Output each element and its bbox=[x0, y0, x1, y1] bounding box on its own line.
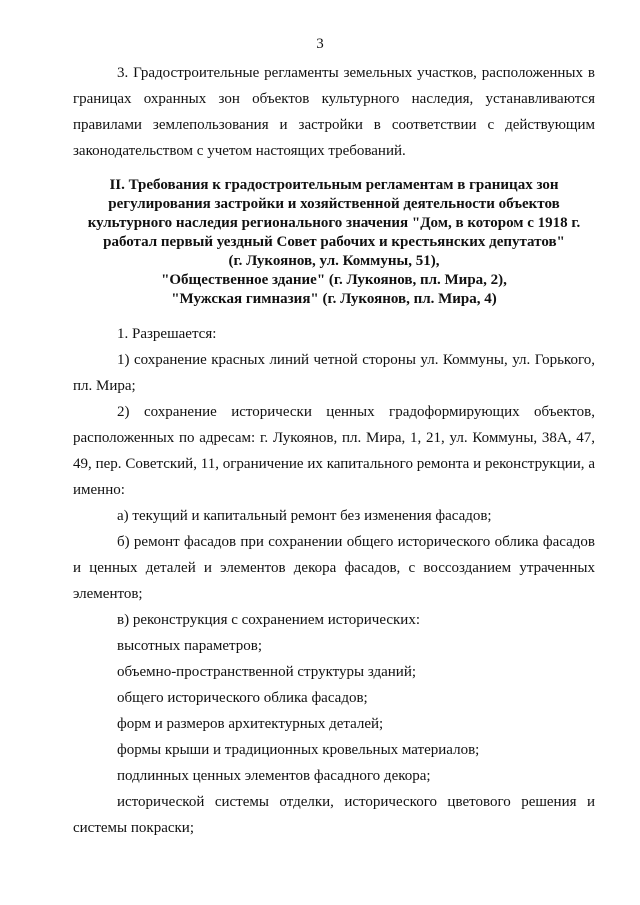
section-heading bbox=[73, 176, 595, 309]
heading-line: регулирования застройки и хозяйственной деятельности объектов bbox=[108, 196, 560, 212]
list-item: б) ремонт фасадов при сохранении общего исторического облика фасадов и ценных деталей и элементов декора фасадов, с воссозданием утраченных элементов; bbox=[73, 534, 595, 602]
list-item: исторической системы отделки, исторического цветового решения и системы покраски; bbox=[73, 794, 595, 836]
heading-line: "Мужская гимназия" (г. Лукоянов, пл. Мира, 4) bbox=[171, 291, 497, 307]
list-item: в) реконструкция с сохранением исторических: bbox=[117, 612, 421, 628]
document-body bbox=[73, 60, 595, 841]
heading-line: "Общественное здание" (г. Лукоянов, пл. Мира, 2), bbox=[161, 272, 507, 288]
list-item: подлинных ценных элементов фасадного декора; bbox=[117, 768, 431, 784]
list-item: 1) сохранение красных линий четной стороны ул. Коммуны, ул. Горького, пл. Мира; bbox=[73, 352, 595, 394]
list-item: формы крыши и традиционных кровельных материалов; bbox=[117, 742, 480, 758]
list-item: 2) сохранение исторически ценных градоформирующих объектов, расположенных по адресам: г. Лукоянов, пл. Мира, 1, 21, ул. Коммуны, 38А, 47, 49, пер. Советский, 11, ограничение их капитального ремонта и реконструкции, а именно: bbox=[73, 404, 595, 498]
heading-line: работал первый уездный Совет рабочих и крестьянских депутатов" bbox=[103, 234, 565, 250]
list-item: а) текущий и капитальный ремонт без изменения фасадов; bbox=[117, 508, 492, 524]
page-number: 3 bbox=[316, 36, 324, 52]
heading-line: культурного наследия регионального значения "Дом, в котором с 1918 г. bbox=[87, 215, 581, 231]
paragraph-3: 3. Градостроительные регламенты земельных участков, расположенных в границах охранных зон объектов культурного наследия, устанавливаются правилами землепользования и застройки в соответствии с действующим законодательством с учетом настоящих требований. bbox=[73, 65, 595, 159]
list-item: 1. Разрешается: bbox=[117, 326, 217, 342]
heading-line: II. Требования к градостроительным регламентам в границах зон bbox=[109, 177, 559, 193]
list-item: объемно-пространственной структуры зданий; bbox=[117, 664, 417, 680]
list-item: форм и размеров архитектурных деталей; bbox=[117, 716, 384, 732]
list-item: общего исторического облика фасадов; bbox=[117, 690, 368, 706]
heading-line: (г. Лукоянов, ул. Коммуны, 51), bbox=[228, 253, 440, 269]
list-item: высотных параметров; bbox=[117, 638, 263, 654]
